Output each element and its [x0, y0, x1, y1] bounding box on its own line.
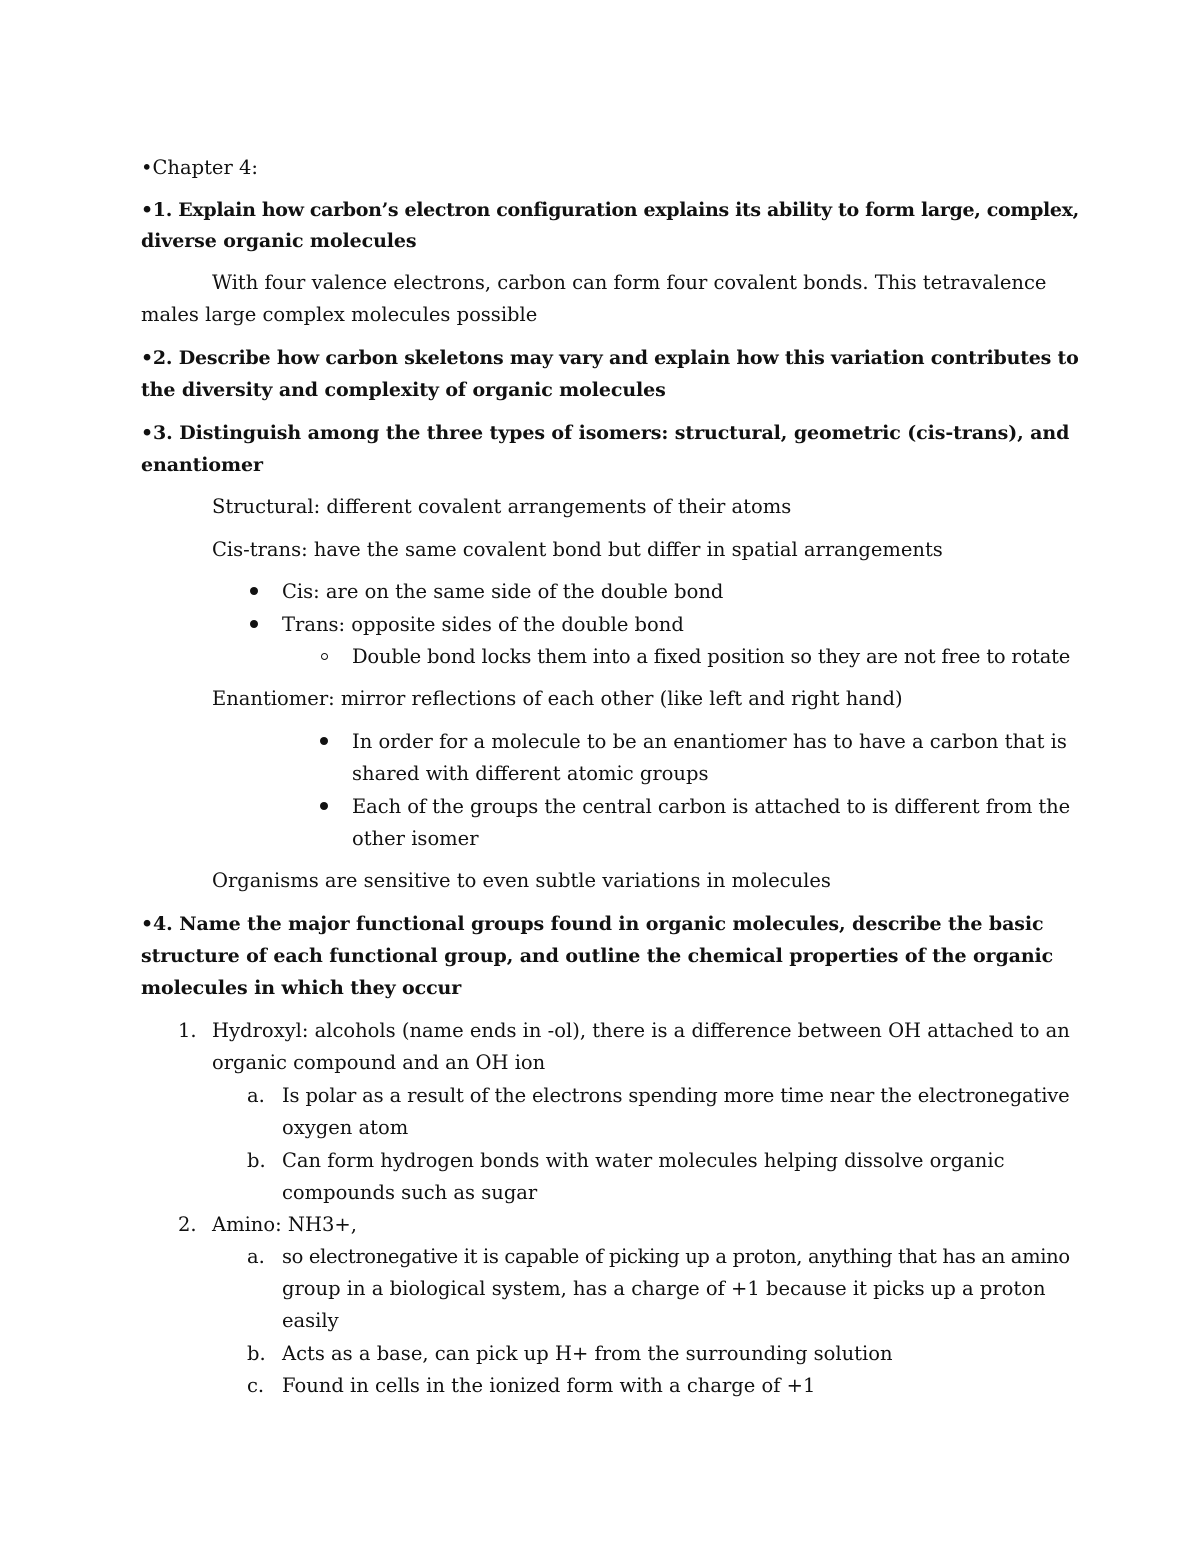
enantiomer-bullet-2-line-2: other isomer — [352, 827, 479, 850]
question-4-line-1: •4. Name the major functional groups found in organic molecules, describe the basic — [141, 913, 1044, 935]
bullet-icon — [320, 802, 328, 810]
cis-trans-definition: Cis-trans: have the same covalent bond but differ in spatial arrangements — [212, 538, 943, 561]
question-3-line-1: •3. Distinguish among the three types of isomers: structural, geometric (cis-trans), and — [141, 422, 1070, 444]
question-1-line-1: •1. Explain how carbon’s electron configuration explains its ability to form large, complex, — [141, 199, 1079, 221]
list-marker: 1. — [178, 1019, 197, 1042]
list-marker: 2. — [178, 1213, 197, 1236]
sub-list-marker: a. — [247, 1084, 265, 1107]
question-2-line-2: the diversity and complexity of organic molecules — [141, 379, 666, 401]
hydroxyl-a-line-1: Is polar as a result of the electrons spending more time near the electronegative — [282, 1084, 1070, 1107]
amino-a-line-2: group in a biological system, has a charge of +1 because it picks up a proton — [282, 1277, 1046, 1300]
enantiomer-bullet-1-line-1: In order for a molecule to be an enantiomer has to have a carbon that is — [352, 730, 1067, 753]
amino-a-line-1: so electronegative it is capable of picking up a proton, anything that has an amino — [282, 1245, 1070, 1268]
bullet-icon — [250, 620, 258, 628]
hydroxyl-a-line-2: oxygen atom — [282, 1116, 409, 1139]
enantiomer-definition: Enantiomer: mirror reflections of each other (like left and right hand) — [212, 687, 903, 710]
sub-list-marker: c. — [247, 1374, 265, 1397]
question-4-line-2: structure of each functional group, and outline the chemical properties of the organic — [141, 945, 1054, 967]
hydroxyl-b-line-2: compounds such as sugar — [282, 1181, 538, 1204]
enantiomer-bullet-2-line-1: Each of the groups the central carbon is attached to is different from the — [352, 795, 1071, 818]
amino-b-line-1: Acts as a base, can pick up H+ from the surrounding solution — [282, 1342, 893, 1365]
sub-list-marker: a. — [247, 1245, 265, 1268]
question-4-line-3: molecules in which they occur — [141, 977, 462, 999]
bullet-icon — [320, 737, 328, 745]
hydroxyl-b-line-1: Can form hydrogen bonds with water molecules helping dissolve organic — [282, 1149, 1005, 1172]
hydroxyl-line-1: Hydroxyl: alcohols (name ends in -ol), there is a difference between OH attached to an — [212, 1019, 1070, 1042]
answer-1-line-2: males large complex molecules possible — [141, 303, 538, 326]
chapter-title: •Chapter 4: — [141, 156, 258, 179]
hydroxyl-line-2: organic compound and an OH ion — [212, 1051, 546, 1074]
organisms-note: Organisms are sensitive to even subtle variations in molecules — [212, 869, 831, 892]
amino-a-line-3: easily — [282, 1309, 339, 1332]
question-3-line-2: enantiomer — [141, 454, 263, 476]
bullet-icon — [250, 587, 258, 595]
amino-c-line-1: Found in cells in the ionized form with a charge of +1 — [282, 1374, 816, 1397]
hollow-bullet-icon — [321, 653, 328, 660]
structural-definition: Structural: different covalent arrangements of their atoms — [212, 495, 792, 518]
answer-1-line-1: With four valence electrons, carbon can form four covalent bonds. This tetravalence — [212, 271, 1047, 294]
enantiomer-bullet-1-line-2: shared with different atomic groups — [352, 762, 709, 785]
sub-list-marker: b. — [247, 1342, 266, 1365]
cis-bullet-text: Cis: are on the same side of the double bond — [282, 580, 724, 603]
question-1-line-2: diverse organic molecules — [141, 230, 417, 252]
trans-sub-bullet-text: Double bond locks them into a fixed position so they are not free to rotate — [352, 645, 1071, 668]
amino-line-1: Amino: NH3+, — [212, 1213, 357, 1236]
trans-bullet-text: Trans: opposite sides of the double bond — [282, 613, 684, 636]
sub-list-marker: b. — [247, 1149, 266, 1172]
question-2-line-1: •2. Describe how carbon skeletons may vary and explain how this variation contributes to — [141, 347, 1079, 369]
